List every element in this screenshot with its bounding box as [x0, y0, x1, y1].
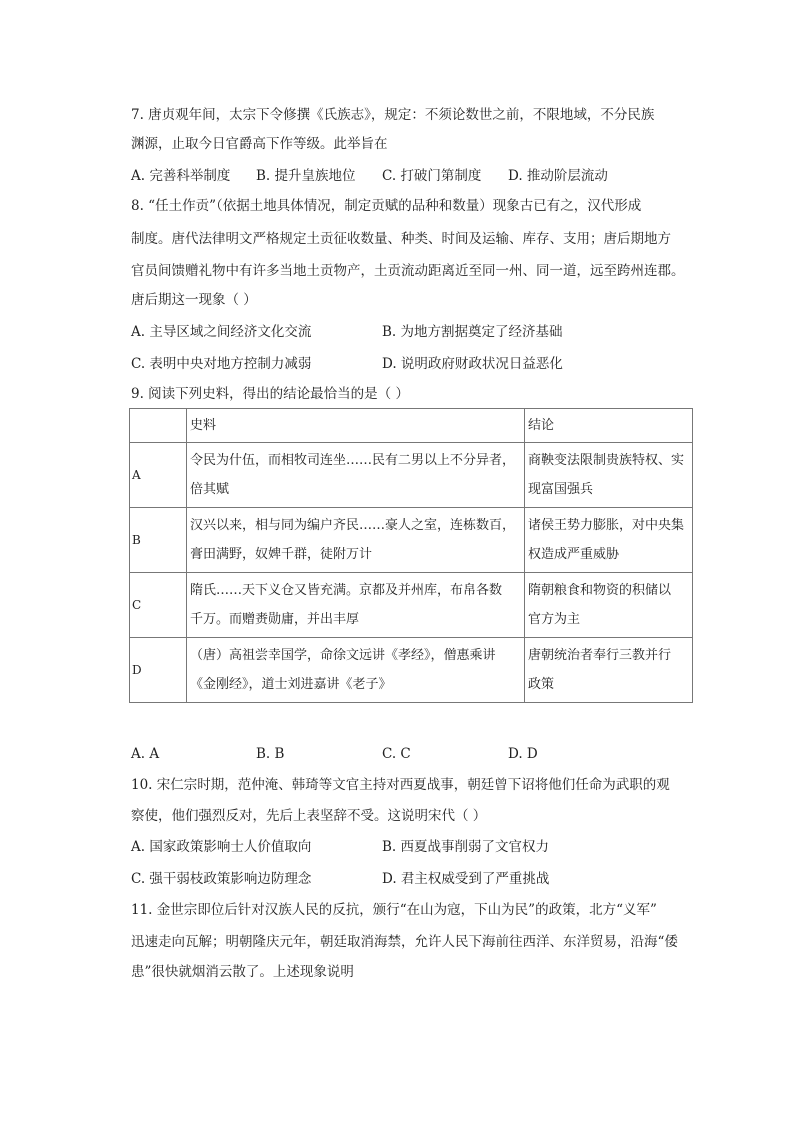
table-row: [130, 508, 693, 573]
q10-option-b[interactable]: B. 西夏战事削弱了文官权力: [382, 839, 550, 855]
q9-stem: 9. 阅读下列史料，得出的结论最恰当的是（ ）: [131, 386, 409, 402]
q10-option-d[interactable]: D. 君主权威受到了严重挑战: [382, 871, 550, 887]
q10-option-a[interactable]: A. 国家政策影响士人价值取向: [131, 839, 312, 855]
q10-stem-line2: 察使，他们强烈反对，先后上表坚辞不受。这说明宋代（ ）: [131, 808, 487, 824]
row-label: C: [130, 573, 187, 638]
source-text-line: 《金刚经》，道士刘进嘉讲《老子》: [190, 677, 392, 692]
q7-stem-line2: 渊源，止取今日官爵高下作等级。此举旨在: [131, 136, 388, 152]
q8-stem-line4: 唐后期这一现象（ ）: [131, 292, 257, 308]
table-row: [130, 638, 693, 703]
row-label: A: [130, 443, 187, 508]
conclusion-text-line: 隋朝粮食和物资的积储以: [528, 583, 672, 598]
conclusion-cell: [525, 443, 693, 508]
conclusion-text-line: 政策: [528, 677, 555, 692]
q9-option-b[interactable]: B. B: [256, 746, 285, 762]
table-row: [130, 573, 693, 638]
q10-option-c[interactable]: C. 强干弱枝政策影响边防理念: [131, 871, 312, 887]
source-text-line: 令民为什伍，而相牧司连坐……民有二男以上不分异者，: [190, 453, 516, 468]
conclusion-text-line: 诸侯王势力膨胀，对中央集: [528, 518, 685, 533]
q9-source-table: [129, 408, 693, 703]
table-row: [130, 443, 693, 508]
q9-option-d[interactable]: D. D: [508, 746, 538, 762]
q8-option-b[interactable]: B. 为地方割据奠定了经济基础: [382, 324, 563, 340]
source-cell: [187, 573, 525, 638]
q7-stem-line1: 7. 唐贞观年间，太宗下令修撰《氏族志》，规定：不须论数世之前，不限地域，不分民族: [131, 107, 655, 123]
q9-option-c[interactable]: C. C: [382, 746, 411, 762]
source-text-line: 倍其赋: [190, 482, 230, 497]
conclusion-cell: [525, 508, 693, 573]
source-text-line: 千万。而赠赉勋庸，并出丰厚: [190, 612, 360, 627]
conclusion-text-line: 现富国强兵: [528, 482, 594, 497]
q8-stem-line2: 制度。唐代法律明文严格规定土贡征收数量、种类、时间及运输、库存、支用；唐后期地方: [131, 231, 671, 247]
table-header-conclusion: 结论: [525, 409, 693, 443]
q8-option-a[interactable]: A. 主导区域之间经济文化交流: [131, 324, 312, 340]
conclusion-cell: [525, 573, 693, 638]
row-label: B: [130, 508, 187, 573]
q11-stem-line3: 患”很快就烟消云散了。上述现象说明: [131, 964, 354, 980]
conclusion-text-line: 唐朝统治者奉行三教并行: [528, 648, 672, 663]
row-label: D: [130, 638, 187, 703]
conclusion-text-line: 权造成严重威胁: [528, 547, 620, 562]
q7-option-c[interactable]: C. 打破门第制度: [382, 168, 482, 184]
table-header-row: [130, 409, 693, 443]
q8-stem-line1: 8. “任土作贡”（依据土地具体情况，制定贡赋的品种和数量）现象古已有之，汉代形成: [131, 198, 642, 214]
q7-option-d[interactable]: D. 推动阶层流动: [508, 168, 608, 184]
source-text-line: （唐）高祖尝幸国学，命徐文远讲《孝经》，僧惠乘讲: [190, 648, 496, 663]
q8-stem-line3: 官员间馈赠礼物中有许多当地土贡物产，土贡流动距离近至同一州、同一道，远至跨州连郡。: [131, 263, 685, 279]
q7-option-b[interactable]: B. 提升皇族地位: [256, 168, 356, 184]
source-text-line: 汉兴以来，相与同为编户齐民……豪人之室，连栋数百，: [190, 518, 516, 533]
q11-stem-line2: 迅速走向瓦解；明朝隆庆元年，朝廷取消海禁，允许人民下海前往西洋、东洋贸易，沿海“倭: [131, 934, 678, 950]
source-text-line: 膏田满野，奴婢千群，徒附万计: [190, 547, 373, 562]
q9-option-a[interactable]: A. A: [131, 746, 160, 762]
source-cell: [187, 508, 525, 573]
q10-stem-line1: 10. 宋仁宗时期，范仲淹、韩琦等文官主持对西夏战事，朝廷曾下诏将他们任命为武职的观: [131, 777, 670, 793]
table-header-source: 史料: [187, 409, 525, 443]
table-header-blank: [130, 409, 187, 443]
source-cell: [187, 443, 525, 508]
source-text-line: 隋氏……天下义仓又皆充满。京都及并州库，布帛各数: [190, 583, 503, 598]
q11-stem-line1: 11. 金世宗即位后针对汉族人民的反抗，颁行“在山为寇，下山为民”的政策，北方“义军”: [131, 902, 657, 918]
q8-option-c[interactable]: C. 表明中央对地方控制力减弱: [131, 356, 312, 372]
q7-option-a[interactable]: A. 完善科举制度: [131, 168, 231, 184]
source-cell: [187, 638, 525, 703]
conclusion-cell: [525, 638, 693, 703]
conclusion-text-line: 商鞅变法限制贵族特权、实: [528, 453, 685, 468]
conclusion-text-line: 官方为主: [528, 612, 581, 627]
q8-option-d[interactable]: D. 说明政府财政状况日益恶化: [382, 356, 563, 372]
